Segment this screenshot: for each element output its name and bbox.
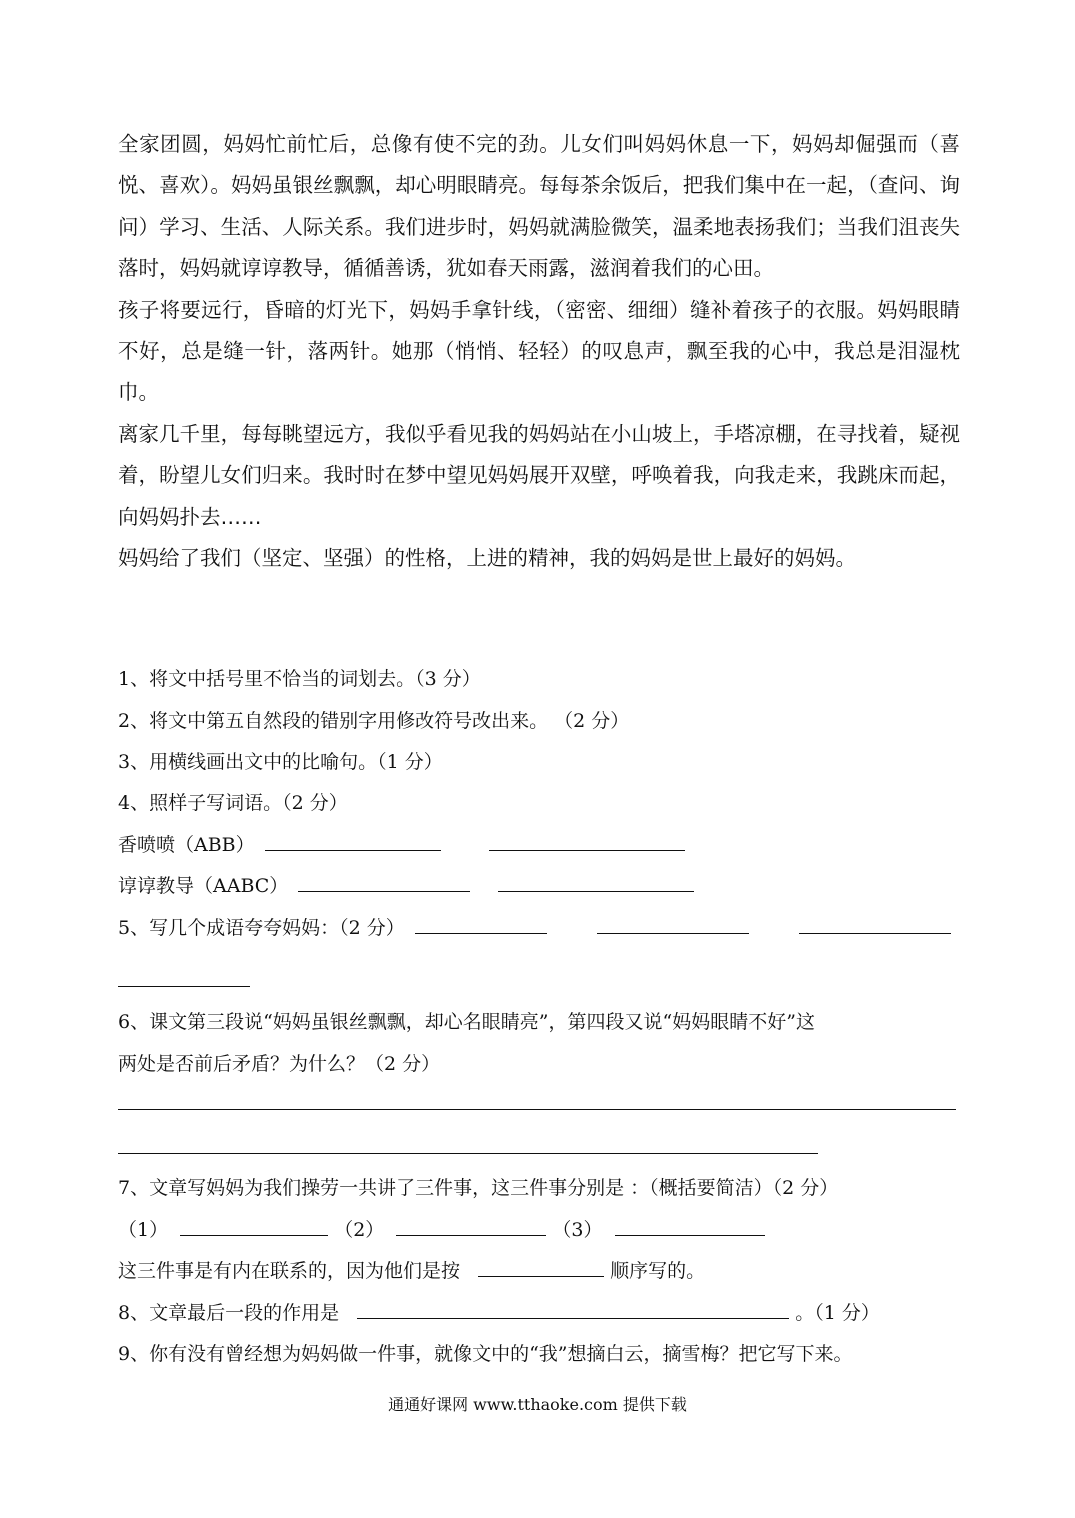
question-7-item-2-label: （2） — [334, 1219, 385, 1241]
question-5 — [118, 913, 951, 940]
question-4: 4、照样子写词语。（2 分） — [118, 792, 348, 814]
answer-blank[interactable] — [298, 871, 470, 892]
question-9: 9、你有没有曾经想为妈妈做一件事，就像文中的“我”想摘白云，摘雪梅？把它写下来。 — [118, 1343, 853, 1365]
question-7-items — [118, 1215, 765, 1242]
question-6-line-1: 6、课文第三段说“妈妈虽银丝飘飘，却心名眼睛亮”，第四段又说“妈妈眼睛不好”这 — [118, 1011, 815, 1033]
answer-blank[interactable] — [498, 871, 694, 892]
passage-paragraph-3: 全家团圆，妈妈忙前忙后，总像有使不完的劲。儿女们叫妈妈休息一下，妈妈却倔强而（喜悦、喜欢）。妈妈虽银丝飘飘，却心明眼睛亮。每每茶余饭后，把我们集中在一起，（查问、询问）学习、生活、人际关系。我们进步时，妈妈就满脸微笑，温柔地表扬我们；当我们沮丧失落时，妈妈就谆谆教导，循循善诱，犹如春天雨露，滋润着我们的心田。 — [118, 132, 960, 281]
answer-blank[interactable] — [597, 913, 749, 934]
answer-blank[interactable] — [489, 830, 685, 851]
answer-blank[interactable] — [799, 913, 951, 934]
question-6-line-2: 两处是否前后矛盾？为什么？（2 分） — [118, 1053, 441, 1075]
answer-line[interactable] — [118, 1153, 818, 1154]
question-7-order-text: 这三件事是有内在联系的，因为他们是按 — [118, 1260, 461, 1282]
passage-paragraph-4: 孩子将要远行，昏暗的灯光下，妈妈手拿针线，（密密、细细）缝补着孩子的衣服。妈妈眼睛不好，总是缝一针，落两针。她那（悄悄、轻轻）的叹息声，飘至我的心中，我总是泪湿枕巾。 — [118, 297, 960, 405]
reading-passage — [118, 124, 960, 579]
question-5-text: 5、写几个成语夸夸妈妈：（2 分） — [118, 917, 405, 939]
footer-source: 通通好课网 www.tthaoke.com 提供下载 — [388, 1395, 687, 1414]
answer-blank[interactable] — [180, 1215, 328, 1236]
question-7-order-suffix: 顺序写的。 — [610, 1260, 706, 1282]
question-8-score: 。（1 分） — [795, 1302, 880, 1324]
answer-blank[interactable] — [265, 830, 441, 851]
answer-blank[interactable] — [615, 1215, 765, 1236]
answer-line[interactable] — [118, 986, 250, 987]
question-7-order — [118, 1256, 705, 1283]
question-4-aabc-example: 谆谆教导（AABC） — [118, 875, 289, 897]
question-2: 2、将文中第五自然段的错别字用修改符号改出来。 （2 分） — [118, 710, 630, 732]
question-4-abb-row — [118, 830, 685, 857]
question-4-aabc-row — [118, 871, 694, 898]
question-8 — [118, 1298, 880, 1325]
question-7-item-1-label: （1） — [118, 1219, 169, 1241]
answer-blank[interactable] — [396, 1215, 546, 1236]
passage-paragraph-6: 妈妈给了我们（坚定、坚强）的性格，上进的精神，我的妈妈是世上最好的妈妈。 — [118, 546, 856, 571]
answer-line[interactable] — [118, 1109, 956, 1110]
question-7-item-3-label: （3） — [552, 1219, 603, 1241]
question-8-text: 8、文章最后一段的作用是 — [118, 1302, 340, 1324]
question-4-abb-example: 香喷喷（ABB） — [118, 834, 255, 856]
answer-blank[interactable] — [478, 1256, 604, 1277]
question-7: 7、文章写妈妈为我们操劳一共讲了三件事，这三件事分别是 ：（概括要简洁）（2 分） — [118, 1177, 839, 1199]
question-3: 3、用横线画出文中的比喻句。（1 分） — [118, 751, 443, 773]
answer-blank[interactable] — [357, 1298, 789, 1319]
answer-blank[interactable] — [415, 913, 547, 934]
passage-paragraph-5: 离家几千里，每每眺望远方，我似乎看见我的妈妈站在小山坡上，手塔凉棚，在寻找着，疑视着，盼望儿女们归来。我时时在梦中望见妈妈展开双壁，呼唤着我，向我走来，我跳床而起，向妈妈扑去…… — [118, 421, 960, 529]
question-1: 1、将文中括号里不恰当的词划去。（3 分） — [118, 668, 481, 690]
